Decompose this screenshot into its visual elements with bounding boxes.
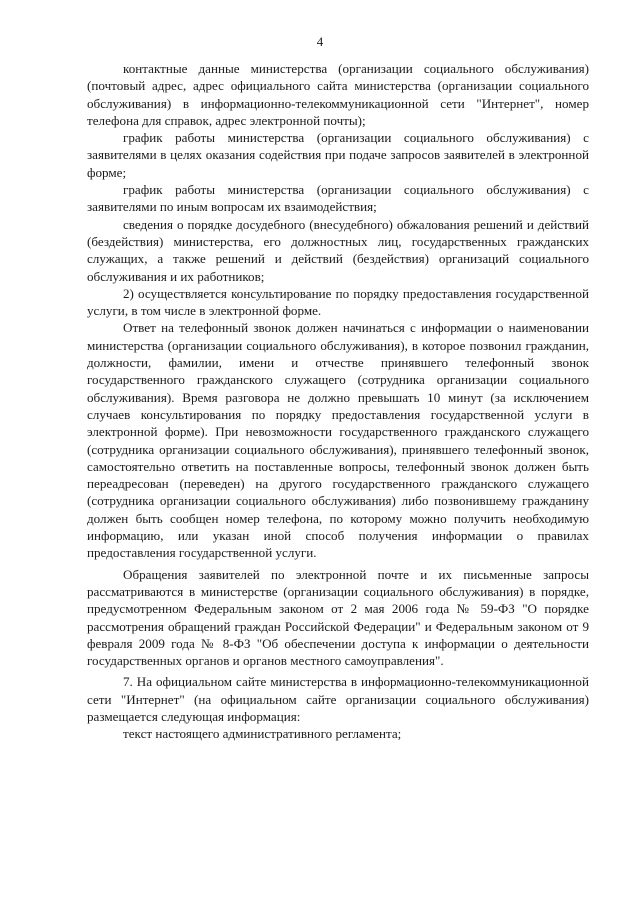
paragraph-website-info: 7. На официальном сайте министерства в информационно-телекоммуникационной сети "Интернет" (на официальном сайте организации социального обслуживания) размещается следующая информация:	[87, 674, 589, 724]
paragraph-regulation-text: текст настоящего административного регламента;	[123, 726, 402, 742]
paragraph-consulting: 2) осуществляется консультирование по порядку предоставления государственной услуги, в том числе в электронной форме.	[87, 285, 589, 319]
document-body	[87, 60, 589, 743]
page-number: 4	[316, 34, 324, 49]
paragraph-appeal-procedure: сведения о порядке досудебного (внесудебного) обжалования решений и действий (бездействия) министерства, его должностных лиц, государственных гражданских служащих, а также решений и действий (бездействия) организаций социального обслуживания и их работников;	[87, 216, 589, 284]
paragraph-email-requests: Обращения заявителей по электронной почте и их письменные запросы рассматриваются в министерстве (организации социального обслуживания) в порядке, предусмотренном Федеральным законом от 2 мая 2006 года № 59-ФЗ "О порядке рассмотрения обращений граждан Российской Федерации" и Федеральным законом от 9 февраля 2009 года № 8-ФЗ "Об обеспечении доступа к информации о деятельности государственных органов и органов местного самоуправления".	[87, 566, 589, 669]
paragraph-schedule-other: график работы министерства (организации социального обслуживания) с заявителями по иным вопросам их взаимодействия;	[87, 182, 589, 215]
paragraph-phone-call: Ответ на телефонный звонок должен начинаться с информации о наименовании министерства (организации социального обслуживания), в которое позвонил гражданин, должности, фамилии, имени и отчестве принявшего телефонный звонок государственного гражданского служащего (сотрудника организации социального обслуживания). Время разговора не должно превышать 10 минут (за исключением случаев консультирования по порядку предоставления государственной услуги в электронной форме). При невозможности государственного гражданского служащего (сотрудника организации социального обслуживания), принявшего телефонный звонок, самостоятельно ответить на поставленные вопросы, телефонный звонок должен быть переадресован (переведен) на другого государственного гражданского служащего (сотрудника организации социального обслуживания) либо позвонившему гражданину должен быть сообщен номер телефона, по которому можно получить необходимую информацию, или указан иной способ получения информации о правилах предоставления государственной услуги.	[87, 320, 589, 561]
paragraph-contacts: контактные данные министерства (организации социального обслуживания) (почтовый адрес, адрес официального сайта министерства (организации социального обслуживания) в информационно-телекоммуникационной сети "Интернет", номер телефона для справок, адрес электронной почты);	[87, 61, 589, 128]
paragraph-schedule-electronic: график работы министерства (организации социального обслуживания) с заявителями в целях оказания содействия при подаче запросов заявителей в электронной форме;	[87, 130, 589, 180]
